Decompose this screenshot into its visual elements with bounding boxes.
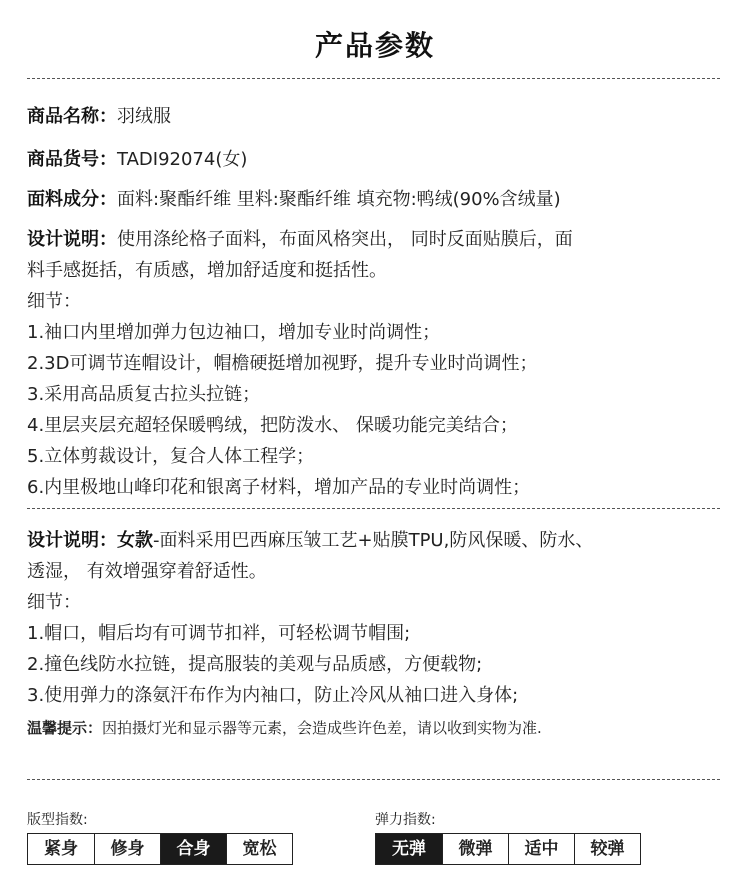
design2-detail-item: 1.帽口，帽后均有可调节扣袢，可轻松调节帽围; xyxy=(27,623,411,644)
design2-label: 设计说明：女款 xyxy=(27,530,153,551)
divider-middle xyxy=(27,508,720,509)
design1-line2: 料手感挺括，有质感，增加舒适度和挺括性。 xyxy=(27,260,387,281)
product-code-value: TADI92074(女) xyxy=(117,149,248,170)
fabric-row xyxy=(27,184,727,215)
stretch-option: 微弹 xyxy=(442,834,508,864)
fit-index-scale xyxy=(27,833,293,865)
design1-label: 设计说明： xyxy=(27,229,117,250)
tip-text: 因拍摄灯光和显示器等元素，会造成些许色差，请以收到实物为准. xyxy=(102,719,542,737)
divider-bottom xyxy=(27,779,720,780)
stretch-option: 较弹 xyxy=(574,834,640,864)
design-section-2 xyxy=(27,525,727,711)
design1-detail-item: 1.袖口内里增加弹力包边袖口，增加专业时尚调性； xyxy=(27,322,441,343)
fabric-value: 面料:聚酯纤维 里料:聚酯纤维 填充物:鸭绒(90%含绒量) xyxy=(117,189,561,210)
design1-details-title: 细节： xyxy=(27,291,81,312)
design2-detail-item: 2.撞色线防水拉链，提高服装的美观与品质感，方便载物; xyxy=(27,654,483,675)
page-title: 产品参数 xyxy=(314,29,435,62)
design1-detail-item: 6.内里极地山峰印花和银离子材料，增加产品的专业时尚调性； xyxy=(27,477,531,498)
fabric-label: 面料成分： xyxy=(27,189,117,210)
stretch-index-scale xyxy=(375,833,641,865)
stretch-option: 无弹 xyxy=(376,834,442,864)
design2-line2: 透湿， 有效增强穿着舒适性。 xyxy=(27,561,267,582)
stretch-index-label: 弹力指数: xyxy=(375,812,436,828)
divider-top xyxy=(27,78,720,79)
product-name-value: 羽绒服 xyxy=(117,106,171,127)
product-code-row xyxy=(27,144,727,175)
design-section-1 xyxy=(27,224,727,503)
fit-index-label: 版型指数: xyxy=(27,812,88,828)
design2-detail-item: 3.使用弹力的涤氨汗布作为内袖口，防止冷风从袖口进入身体; xyxy=(27,685,519,706)
fit-option: 合身 xyxy=(160,834,226,864)
design1-detail-item: 2.3D可调节连帽设计，帽檐硬挺增加视野，提升专业时尚调性； xyxy=(27,353,538,374)
design1-detail-item: 4.里层夹层充超轻保暖鸭绒，把防泼水、 保暖功能完美结合； xyxy=(27,415,518,436)
stretch-option: 适中 xyxy=(508,834,574,864)
product-code-label: 商品货号： xyxy=(27,149,117,170)
fit-option: 修身 xyxy=(94,834,160,864)
fit-option: 紧身 xyxy=(44,839,78,859)
design1-detail-item: 3.采用高品质复古拉头拉链； xyxy=(27,384,261,405)
design1-text: 使用涤纶格子面料，布面风格突出， 同时反面贴膜后，面 xyxy=(117,229,573,250)
design2-text: -面料采用巴西麻压皱工艺+贴膜TPU,防风保暖、防水、 xyxy=(153,530,594,551)
tip-row xyxy=(27,717,542,738)
design2-line1 xyxy=(27,525,727,556)
design1-detail-item: 5.立体剪裁设计，复合人体工程学； xyxy=(27,446,315,467)
design2-details-title: 细节： xyxy=(27,592,81,613)
design1-line1 xyxy=(27,224,727,255)
product-name-row xyxy=(27,101,727,132)
tip-label: 温馨提示： xyxy=(27,719,103,737)
product-name-label: 商品名称： xyxy=(27,106,117,127)
fit-option: 宽松 xyxy=(226,834,292,864)
